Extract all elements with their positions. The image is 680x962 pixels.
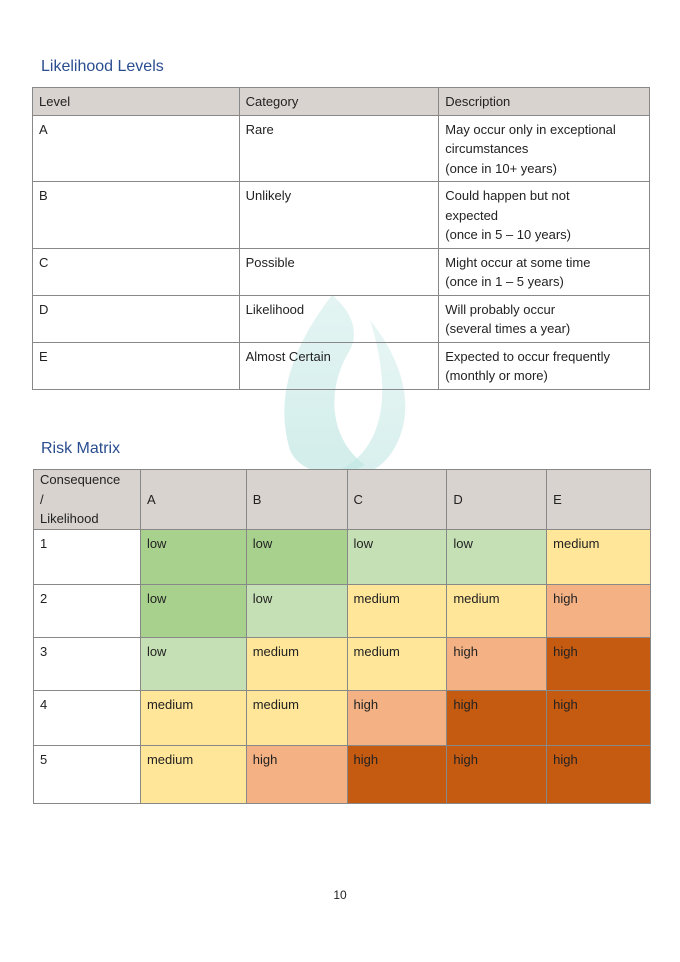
risk-cell-high: high: [447, 637, 547, 690]
risk-cell-medium: medium: [347, 584, 447, 637]
risk-cell-low: low: [140, 637, 246, 690]
risk-cell-medium: medium: [140, 690, 246, 745]
risk-matrix-heading: Risk Matrix: [41, 440, 121, 457]
col-header-category: Category: [239, 88, 439, 116]
matrix-row: [34, 529, 651, 584]
risk-cell-high: high: [246, 745, 347, 803]
matrix-row: [34, 637, 651, 690]
risk-cell-high: high: [547, 637, 651, 690]
matrix-col-header: D: [447, 470, 547, 530]
category-cell: Rare: [239, 115, 439, 182]
description-line: Might occur at some time: [445, 254, 591, 270]
consequence-label: 4: [34, 690, 141, 745]
category-cell: Possible: [239, 248, 439, 295]
description-line: Will probably occur: [445, 301, 556, 317]
likelihood-header-row: [33, 88, 650, 116]
risk-cell-low: low: [246, 584, 347, 637]
col-header-level: Level: [33, 88, 240, 116]
matrix-row: [34, 690, 651, 745]
description-line: (several times a year): [445, 321, 571, 336]
risk-cell-medium: medium: [246, 690, 347, 745]
description-line: Could happen but not: [445, 188, 570, 203]
risk-cell-high: high: [547, 745, 651, 803]
description-cell: [439, 115, 650, 182]
likelihood-row: [33, 115, 650, 182]
category-cell: Almost Certain: [239, 342, 439, 389]
risk-cell-medium: medium: [246, 637, 347, 690]
corner-line: Consequence: [40, 472, 121, 487]
consequence-label: 5: [34, 745, 141, 803]
risk-cell-medium: medium: [140, 745, 246, 803]
page-number: 10: [333, 888, 347, 902]
matrix-col-header: B: [246, 470, 347, 530]
description-cell: [439, 248, 650, 295]
description-line: (once in 1 – 5 years): [445, 274, 564, 289]
description-cell: [439, 182, 650, 249]
description-line: (once in 10+ years): [445, 160, 557, 176]
level-cell: C: [33, 248, 240, 295]
matrix-row: [34, 745, 651, 803]
level-cell: A: [33, 115, 240, 182]
likelihood-row: [33, 342, 650, 389]
level-cell: E: [33, 342, 240, 389]
level-cell: D: [33, 295, 240, 342]
risk-cell-medium: medium: [547, 529, 651, 584]
category-cell: Unlikely: [239, 182, 439, 249]
risk-cell-high: high: [447, 690, 547, 745]
description-line: circumstances: [445, 141, 529, 156]
description-cell: [439, 342, 650, 389]
risk-cell-high: high: [547, 584, 651, 637]
likelihood-row: [33, 295, 650, 342]
risk-cell-low: low: [347, 529, 447, 584]
risk-cell-low: low: [140, 529, 246, 584]
likelihood-table: [32, 87, 650, 390]
description-line: Expected to occur frequently: [445, 348, 611, 364]
corner-line: /: [40, 491, 44, 507]
risk-cell-high: high: [347, 745, 447, 803]
matrix-row: [34, 584, 651, 637]
risk-matrix-table: [33, 469, 651, 804]
risk-cell-medium: medium: [347, 637, 447, 690]
description-line: (monthly or more): [445, 368, 548, 383]
corner-line: Likelihood: [40, 511, 99, 526]
matrix-col-header: A: [140, 470, 246, 530]
risk-cell-low: low: [140, 584, 246, 637]
risk-cell-high: high: [447, 745, 547, 803]
matrix-col-header: C: [347, 470, 447, 530]
risk-cell-high: high: [547, 690, 651, 745]
description-cell: [439, 295, 650, 342]
consequence-label: 3: [34, 637, 141, 690]
consequence-label: 1: [34, 529, 141, 584]
matrix-col-header: E: [547, 470, 651, 530]
risk-cell-low: low: [447, 529, 547, 584]
level-cell: B: [33, 182, 240, 249]
matrix-header-row: [34, 470, 651, 530]
risk-cell-high: high: [347, 690, 447, 745]
category-cell: Likelihood: [239, 295, 439, 342]
col-header-description: Description: [439, 88, 650, 116]
risk-cell-medium: medium: [447, 584, 547, 637]
description-line: (once in 5 – 10 years): [445, 227, 571, 242]
consequence-label: 2: [34, 584, 141, 637]
description-line: May occur only in exceptional: [445, 121, 616, 137]
risk-cell-low: low: [246, 529, 347, 584]
likelihood-levels-heading: Likelihood Levels: [41, 58, 164, 75]
matrix-corner-header: [34, 470, 141, 530]
likelihood-row: [33, 182, 650, 249]
description-line: expected: [445, 207, 499, 223]
likelihood-row: [33, 248, 650, 295]
